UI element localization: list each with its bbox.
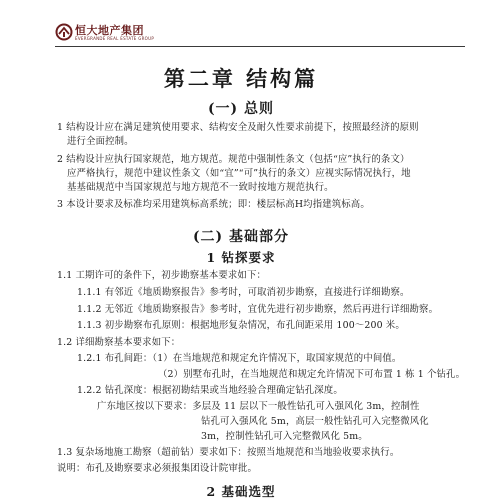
foundation-line-4: 1.1.3 初步勘察布孔原则：根据地形复杂情况，布孔间距采用 100～200 米。 [77, 320, 405, 331]
company-name-english: EVERGRANDE REAL ESTATE GROUP [75, 36, 155, 41]
chapter-title: 第二章 结构篇 [163, 66, 319, 91]
general-line-6: 3 本设计要求及标准均采用建筑标高系统；即：楼层标高H均指建筑标高。 [57, 199, 370, 210]
foundation-line-2: 1.1.1 有邻近《地质勘察报告》参考时，可取消初步勘察，直接进行详细勘察。 [77, 287, 410, 298]
general-line-3: 2 结构设计应执行国家规范，地方规范。规范中强制性条文（包括“应”执行的条文） [57, 154, 410, 165]
evergrande-logo-icon [55, 23, 73, 41]
foundation-note: 说明：布孔及勘察要求必须报集团设计院审批。 [57, 463, 258, 474]
foundation-line-7: （2）别墅布孔时，在当地规范和规定允许情况下可布置 1 栋 1 个钻孔。 [158, 369, 466, 380]
foundation-line-10: 钻孔可入强风化 5m，高层一般性钻孔可入完整微风化 [201, 416, 429, 427]
section-title-general: (一) 总则 [207, 101, 275, 117]
section-title-foundation: (二) 基础部分 [192, 229, 290, 245]
general-line-2: 进行全面控制。 [67, 136, 134, 147]
general-line-1: 1 结构设计应在满足建筑使用要求、结构安全及耐久性要求前提下，按照最经济的原则 [57, 122, 419, 133]
foundation-line-3: 1.1.2 无邻近《地质勘察报告》参考时，宜优先进行初步勘察，然后再进行详细勘察。 [77, 304, 439, 315]
foundation-line-8: 1.2.2 钻孔深度：根据初勘结果或当地经验合理确定钻孔深度。 [77, 385, 343, 396]
foundation-line-1: 1.1 工期许可的条件下，初步勘察基本要求如下： [57, 270, 266, 281]
subsection-title-foundation-type: 2 基础选型 [206, 484, 276, 499]
foundation-line-12: 1.3 复杂场地施工勘察（超前钻）要求如下：按照当地规范和当地验收要求执行。 [57, 447, 400, 458]
foundation-line-5: 1.2 详细勘察基本要求如下： [57, 337, 181, 348]
general-line-4: 应严格执行，规范中建议性条文（如“宜”“可”执行的条文）应视实际情况执行，地 [67, 168, 411, 179]
foundation-line-6: 1.2.1 布孔间距：（1）在当地规范和规定允许情况下，取国家规范的中间值。 [77, 353, 402, 364]
foundation-line-11: 3m，控制性钻孔可入完整微风化 5m。 [201, 431, 368, 442]
header-divider [55, 46, 465, 47]
foundation-line-9: 广东地区按以下要求：多层及 11 层以下一般性钻孔可入强风化 3m，控制性 [97, 401, 420, 412]
subsection-title-drilling: 1 钻探要求 [206, 250, 276, 265]
page-header [55, 20, 465, 48]
company-name: 恒大地产集团 [75, 24, 144, 37]
general-line-5: 基基础规范中当国家规范与地方规范不一致时按地方规范执行。 [67, 182, 334, 193]
